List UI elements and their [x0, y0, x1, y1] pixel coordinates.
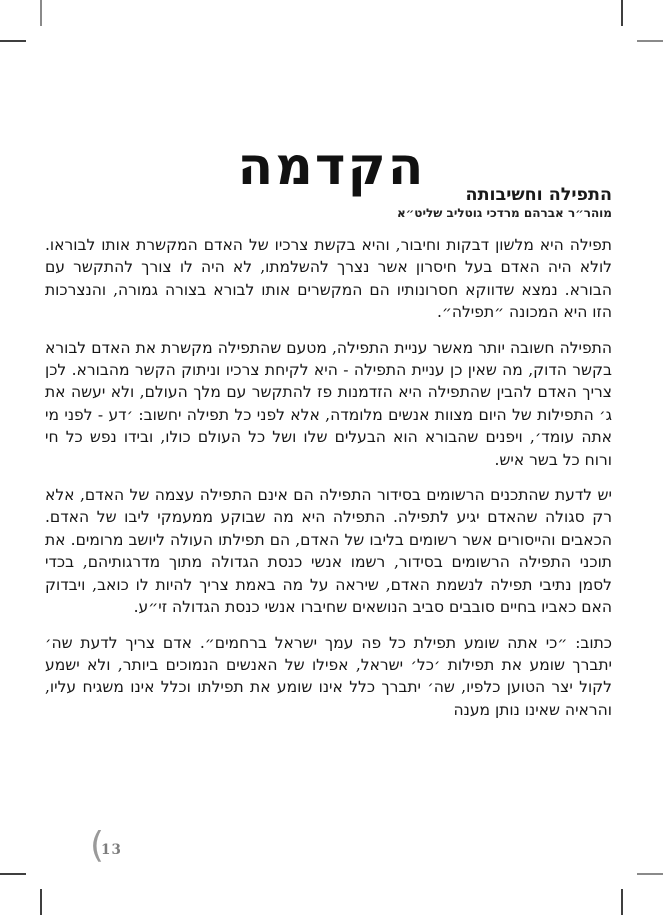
crescent-ornament-icon: ( [90, 825, 105, 866]
page-number: 13 [101, 841, 122, 858]
page-title: הקדמה [237, 135, 426, 197]
paragraph-1: תפילה היא מלשון דבקות וחיבור, והיא בקשת צרכיו של האדם המקשרת אותו לבוראו. לולא היה האדם בעל חיסרון אשר נצרך להשלמתו, לא היה לו צורך להתקשר עם הבורא. נמצא שדווקא חסרונותיו הם המקשרים אותו לבורא בצורה גמורה, והנצרכות הזו היא המכונה ״תפילה״. [45, 236, 612, 322]
section-byline-author: מוהר״ר אברהם מרדכי גוטליב שליט״א [397, 206, 612, 220]
paragraph-4: כתוב: ״כי אתה שומע תפילת כל פה עמך ישראל ברחמים״. אדם צריך לדעת שה׳ יתברך שומע את תפילות ׳כל׳ ישראל, אפילו של האנשים הנמוכים ביותר, ולא ישמע לקול יצר הטוען כלפיו, שה׳ יתברך כלל אינו שומע את תפילתו וכלל אינו משגיח עליו, והראיה שאינו נותן מענה [45, 633, 612, 719]
crop-mark-top-left-vertical [40, 0, 42, 26]
page-footer [90, 825, 122, 866]
crop-mark-bottom-left-vertical [40, 889, 42, 915]
crop-mark-top-right-vertical [621, 0, 623, 26]
crop-mark-top-right-horizontal [637, 40, 663, 42]
crop-mark-bottom-left-horizontal [0, 873, 26, 875]
crop-mark-bottom-right-horizontal [637, 873, 663, 875]
section-heading: התפילה וחשיבותה [465, 185, 612, 205]
paragraph-3: יש לדעת שהתכנים הרשומים בסידור התפילה הם אינם התפילה עצמה של האדם, אלא רק סגולה שהאדם יגיע לתפילה. התפילה היא מה שבוקע ממעמקי ליבו של האדם. הכאבים והייסורים אשר רשומים בליבו של האדם, הם תפילתו העולה ליושב מרומים. את תוכני התפילה הרשומים בסידור, רשמו אנשי כנסת הגדולה מתוך מדרגותיהם, בכדי לסמן נתיבי תפילה לנשמת האדם, שיראה על מה באמת צריך להיות לו כואב, ויבדוק האם כאביו בחיים סובבים סביב הנושאים שחיברו אנשי כנסת הגדולה זי״ע. [45, 486, 612, 617]
crop-mark-bottom-right-vertical [621, 889, 623, 915]
body-text [45, 234, 612, 734]
crop-mark-top-left-horizontal [0, 40, 26, 42]
paragraph-2: התפילה חשובה יותר מאשר עניית התפילה, מטעם שהתפילה מקשרת את האדם לבורא בקשר הדוק, מה שאין כן עניית התפילה - היא לקיחת צרכיו וניתוק הקשר מהבורא. לכן צריך האדם להבין שהתפילה היא הזדמנות פז להתקשר עם מלך העולם, ולא יעשה את ג׳ התפילות של היום מצוות אנשים מלומדה, אלא לפני כל תפילה יחשוב: ׳דע - לפני מי אתה עומד׳, ויפנים שהבורא הוא הבעלים שלו ושל כל העולם כולו, ובידו נפש כל חי ורוח כל בשר איש. [45, 338, 612, 469]
